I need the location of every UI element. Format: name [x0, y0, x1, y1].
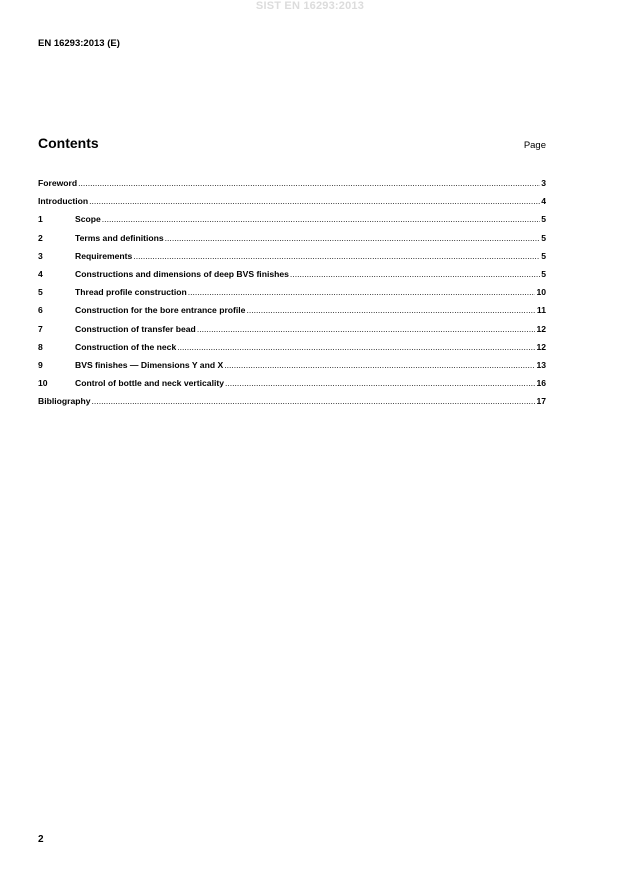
toc-entry-title: Construction of transfer bead: [75, 323, 196, 334]
toc-entry-title: Construction for the bore entrance profile: [75, 305, 246, 316]
toc-entry-number: 7: [38, 323, 43, 334]
toc-entry-page: 5: [541, 232, 546, 243]
document-id: EN 16293:2013 (E): [38, 38, 120, 49]
toc-entry-title: Control of bottle and neck verticality: [75, 378, 224, 389]
toc-entry-bore-entrance-profile[interactable]: [38, 301, 546, 319]
toc-entry-number: 5: [38, 287, 43, 298]
toc-entry-page: 5: [541, 214, 546, 225]
dot-leader: [197, 324, 536, 334]
dot-leader: [92, 396, 536, 406]
toc-entry-page: 5: [541, 269, 546, 280]
toc-entry-terms-and-definitions[interactable]: [38, 229, 546, 247]
toc-entry-title: Constructions and dimensions of deep BVS finishes: [75, 269, 289, 280]
toc-entry-number: 6: [38, 305, 43, 316]
toc-entry-page: 3: [541, 178, 546, 189]
toc-entry-number: 1: [38, 214, 43, 225]
toc-entry-title: Requirements: [75, 250, 133, 261]
toc-entry-title: Introduction: [38, 196, 89, 207]
toc-entry-transfer-bead[interactable]: [38, 320, 546, 338]
dot-leader: [102, 214, 540, 224]
toc-entry-number: 2: [38, 232, 43, 243]
dot-leader: [89, 196, 540, 206]
toc-entry-title: BVS finishes — Dimensions Y and X: [75, 359, 224, 370]
toc-entry-title: Thread profile construction: [75, 287, 187, 298]
toc-entry-title: Construction of the neck: [75, 341, 177, 352]
toc-entry-title: Scope: [75, 214, 101, 225]
toc-entry-number: 3: [38, 250, 43, 261]
table-of-contents: [38, 174, 546, 410]
toc-entry-introduction[interactable]: [38, 192, 546, 210]
toc-entry-bvs-finishes[interactable]: [38, 356, 546, 374]
toc-entry-neck[interactable]: [38, 338, 546, 356]
watermark: SIST EN 16293:2013: [255, 0, 365, 12]
toc-entry-page: 5: [541, 250, 546, 261]
toc-entry-verticality[interactable]: [38, 374, 546, 392]
toc-entry-number: 10: [38, 378, 48, 389]
toc-entry-page: 10: [536, 287, 546, 298]
dot-leader: [188, 287, 536, 297]
toc-entry-number: 8: [38, 341, 43, 352]
toc-entry-title: Foreword: [38, 178, 78, 189]
dot-leader: [133, 251, 540, 261]
toc-entry-foreword[interactable]: [38, 174, 546, 192]
toc-entry-page: 13: [536, 359, 546, 370]
toc-entry-constructions-and-dimensions[interactable]: [38, 265, 546, 283]
dot-leader: [78, 178, 540, 188]
dot-leader: [225, 378, 535, 388]
contents-title: Contents: [38, 135, 99, 151]
dot-leader: [246, 305, 535, 315]
toc-entry-page: 11: [536, 305, 546, 316]
page-number: 2: [38, 834, 44, 845]
toc-entry-title: Bibliography: [38, 396, 91, 407]
toc-entry-number: 4: [38, 269, 43, 280]
dot-leader: [177, 342, 535, 352]
dot-leader: [224, 360, 535, 370]
toc-entry-page: 4: [541, 196, 546, 207]
toc-entry-page: 12: [536, 341, 546, 352]
toc-entry-number: 9: [38, 359, 43, 370]
toc-entry-title: Terms and definitions: [75, 232, 164, 243]
dot-leader: [290, 269, 540, 279]
contents-heading-row: [38, 135, 546, 151]
toc-entry-bibliography[interactable]: [38, 392, 546, 410]
dot-leader: [165, 233, 541, 243]
page-column-label: Page: [523, 140, 546, 151]
toc-entry-requirements[interactable]: [38, 247, 546, 265]
toc-entry-page: 12: [536, 323, 546, 334]
toc-entry-page: 16: [536, 378, 546, 389]
toc-entry-page: 17: [536, 396, 546, 407]
toc-entry-thread-profile[interactable]: [38, 283, 546, 301]
toc-entry-scope[interactable]: [38, 210, 546, 228]
